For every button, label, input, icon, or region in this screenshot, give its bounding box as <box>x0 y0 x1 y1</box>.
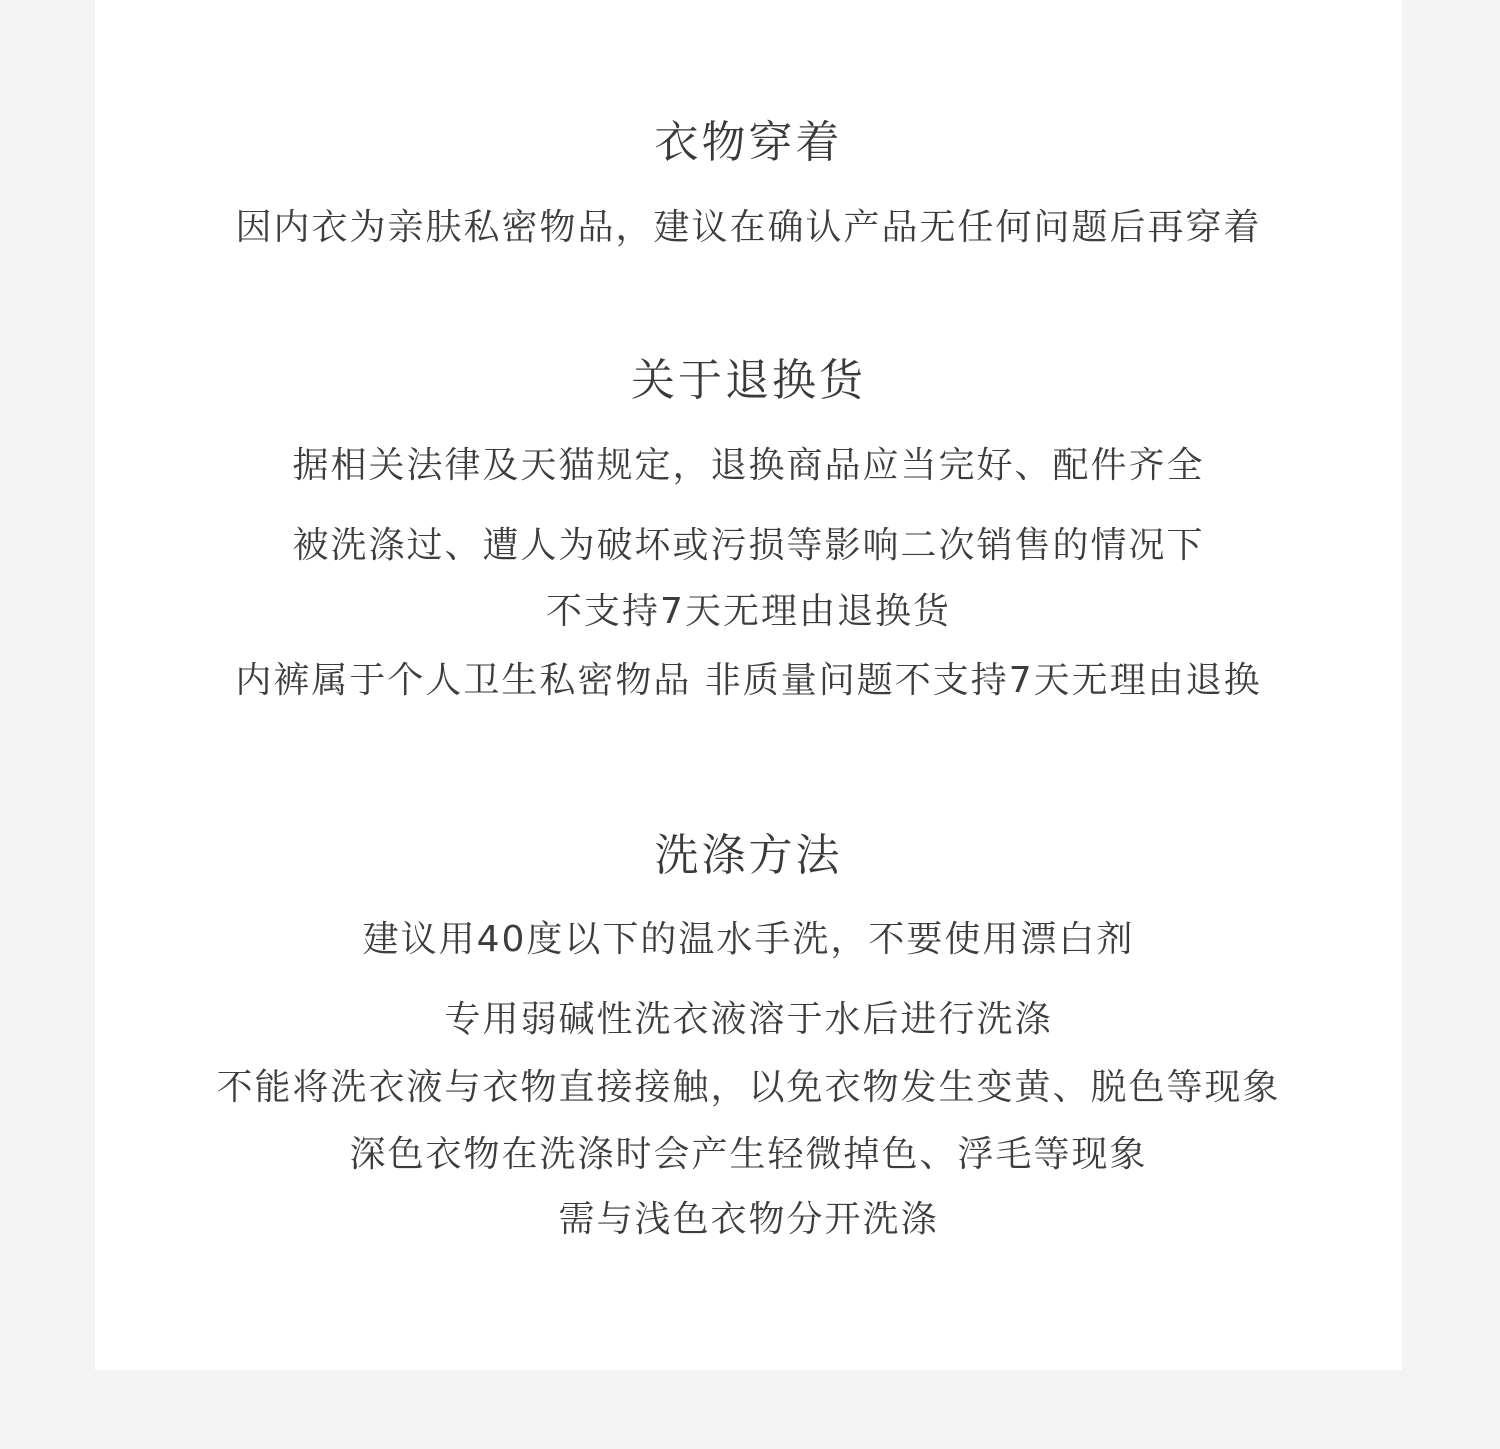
section-text-line: 需与浅色衣物分开洗涤 <box>558 1199 939 1240</box>
section-text-line: 深色衣物在洗涤时会产生轻微掉色、浮毛等现象 <box>349 1134 1148 1175</box>
section-title-wearing: 衣物穿着 <box>654 117 843 168</box>
section-text-line: 不能将洗衣液与衣物直接接触，以免衣物发生变黄、脱色等现象 <box>216 1067 1281 1108</box>
section-text-line: 不支持7天无理由退换货 <box>546 591 951 632</box>
section-text-line: 因内衣为亲肤私密物品，建议在确认产品无任何问题后再穿着 <box>235 207 1262 248</box>
section-text-line: 内裤属于个人卫生私密物品 非质量问题不支持7天无理由退换 <box>235 660 1262 701</box>
section-title-washing: 洗涤方法 <box>654 830 843 881</box>
content-card <box>95 0 1402 1370</box>
section-title-returns: 关于退换货 <box>631 355 866 406</box>
section-text-line: 建议用40度以下的温水手洗，不要使用漂白剂 <box>362 919 1135 960</box>
section-text-line: 被洗涤过、遭人为破坏或污损等影响二次销售的情况下 <box>292 525 1205 566</box>
section-text-line: 据相关法律及天猫规定，退换商品应当完好、配件齐全 <box>292 445 1205 486</box>
section-text-line: 专用弱碱性洗衣液溶于水后进行洗涤 <box>444 999 1053 1040</box>
